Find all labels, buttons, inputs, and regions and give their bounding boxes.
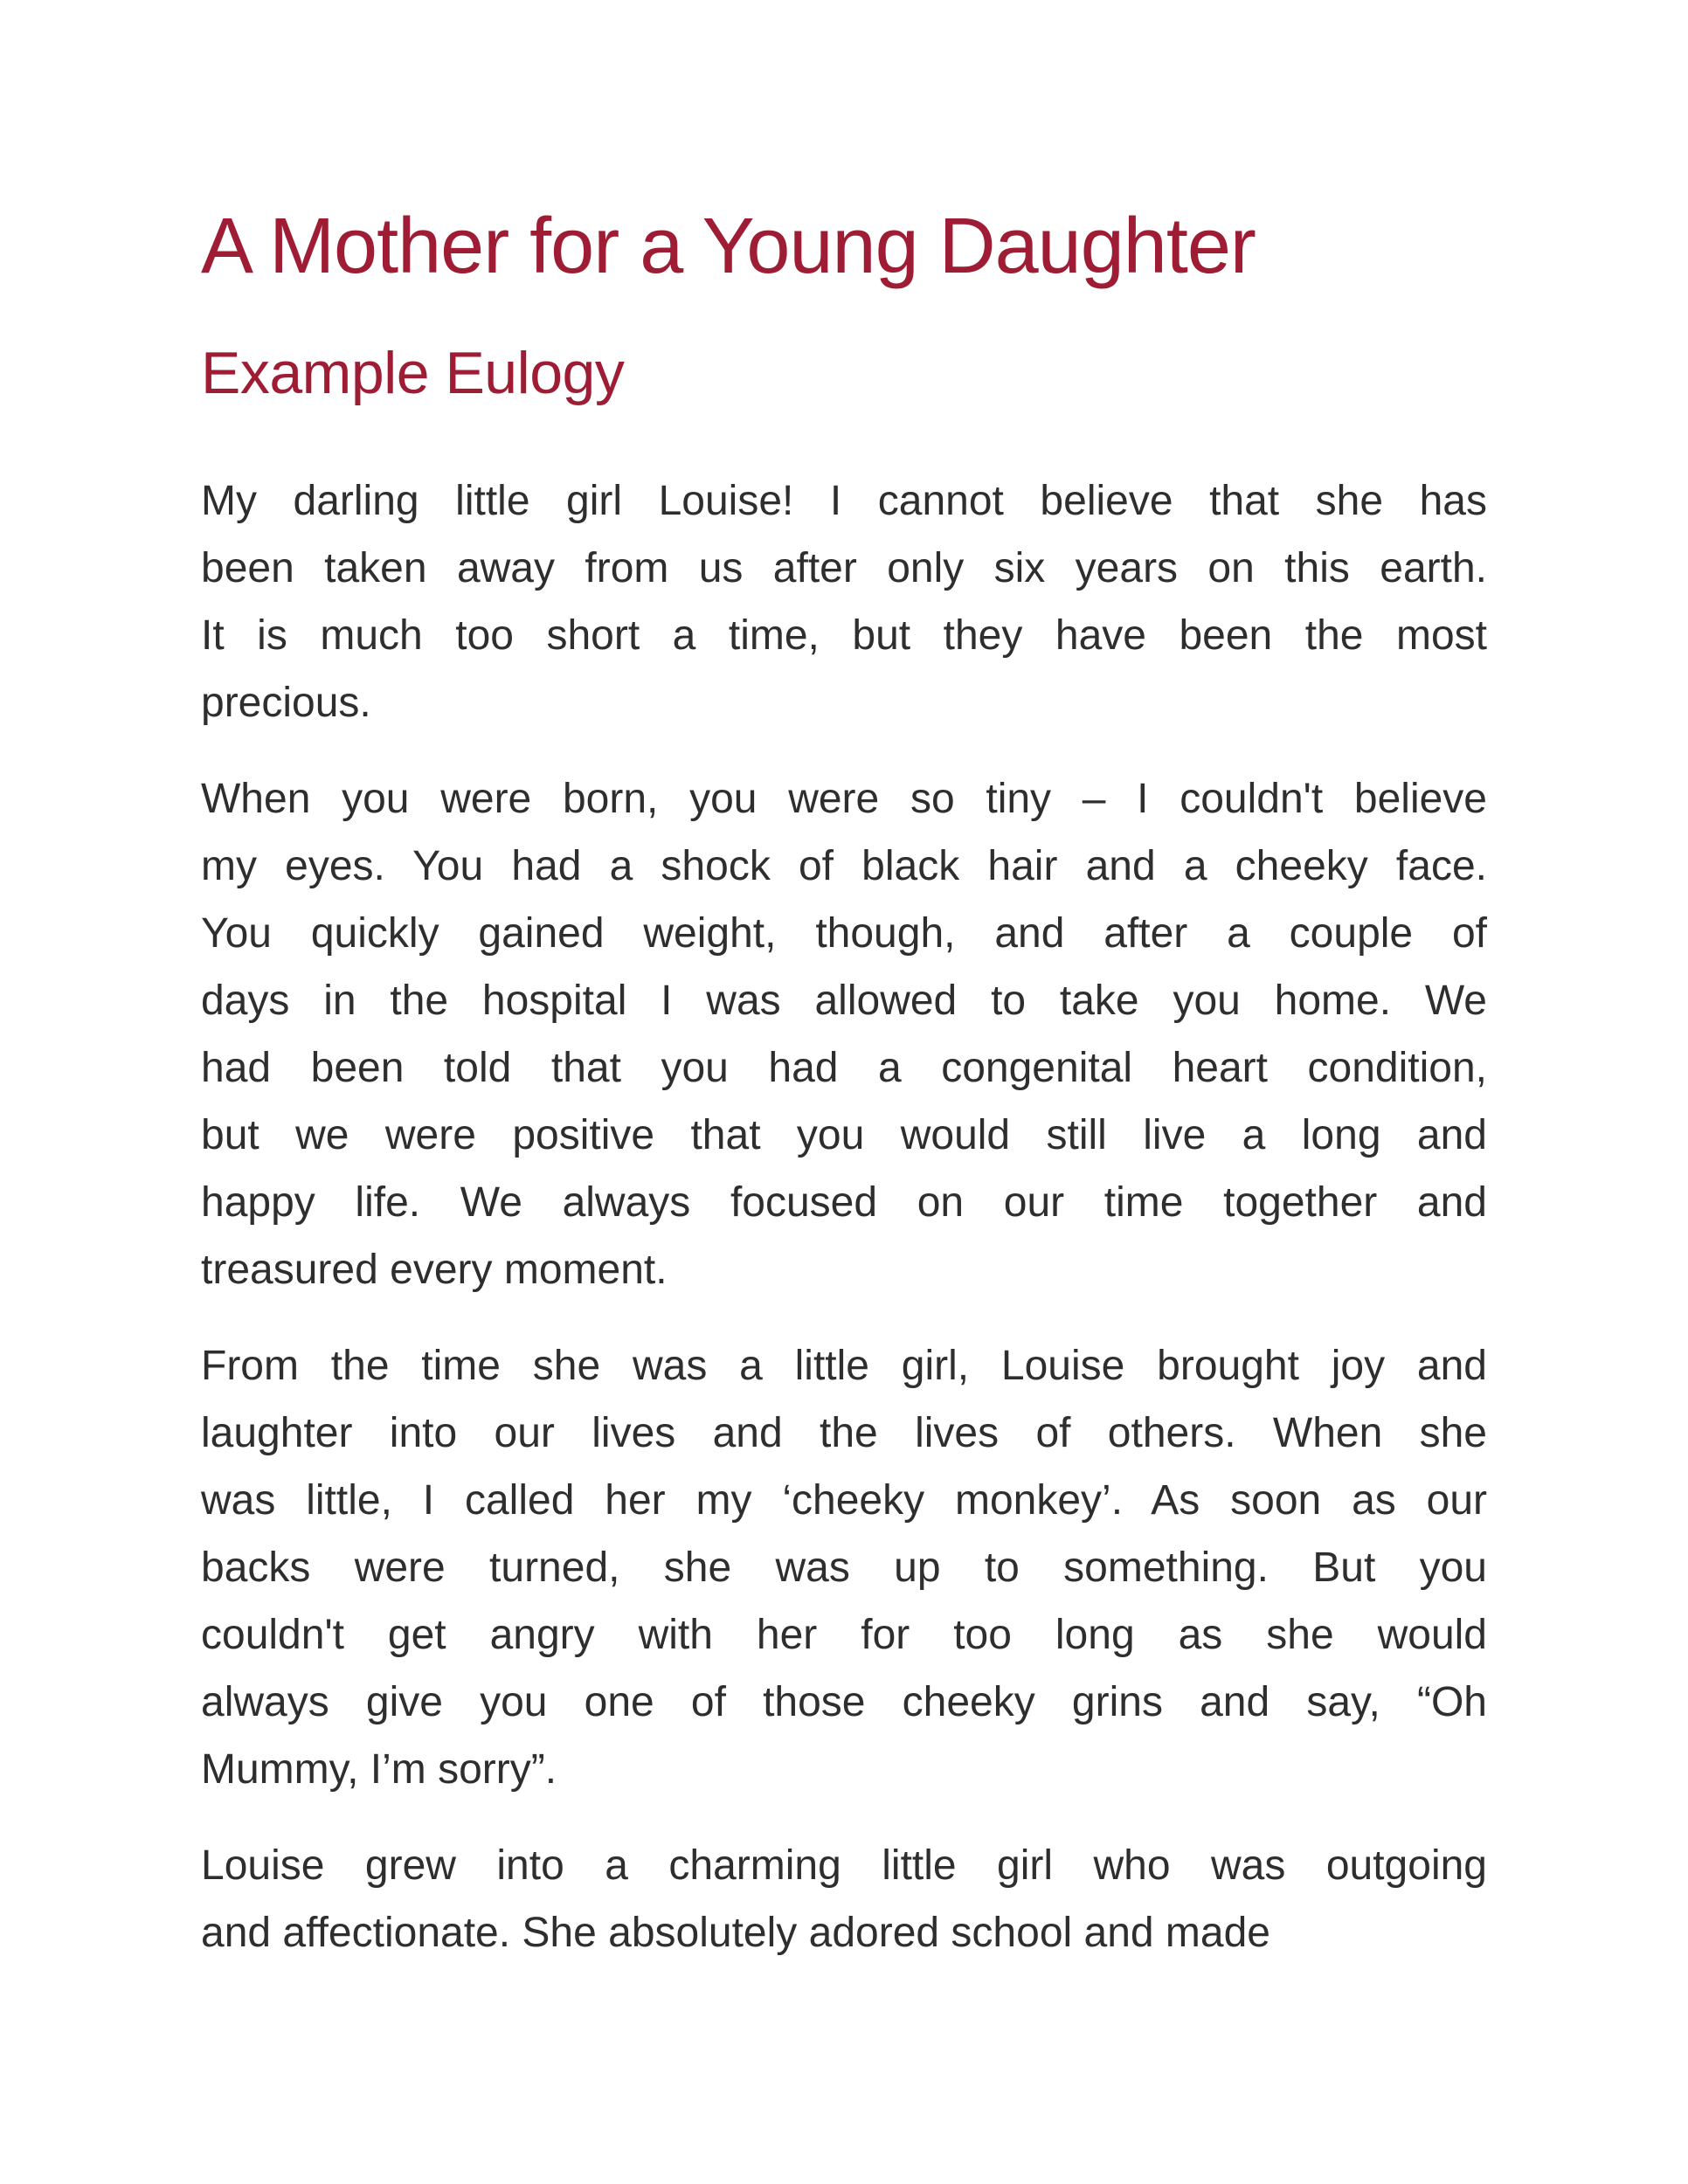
text-line: It is much too short a time, but they have been the most (201, 612, 1487, 659)
text-line: When you were born, you were so tiny – I couldn't believe (201, 775, 1487, 822)
paragraph (201, 1832, 1487, 1966)
text-line: and affectionate. She absolutely adored school and made (201, 1909, 1270, 1956)
text-line: backs were turned, she was up to something. But you (201, 1544, 1487, 1591)
text-line: treasured every moment. (201, 1246, 668, 1293)
text-line: happy life. We always focused on our time together and (201, 1178, 1487, 1226)
text-line: had been told that you had a congenital heart condition, (201, 1044, 1487, 1091)
paragraph (201, 1332, 1487, 1803)
paragraph (201, 467, 1487, 736)
text-line: From the time she was a little girl, Louise brought joy and (201, 1342, 1487, 1389)
document-body (201, 467, 1487, 1966)
text-line: days in the hospital I was allowed to take you home. We (201, 977, 1487, 1024)
text-line: was little, I called her my ‘cheeky monkey’. As soon as our (201, 1476, 1487, 1524)
text-line: laughter into our lives and the lives of others. When she (201, 1409, 1487, 1456)
text-line: been taken away from us after only six years on this earth. (201, 544, 1487, 591)
text-line: but we were positive that you would still live a long and (201, 1111, 1487, 1158)
text-line: precious. (201, 679, 371, 726)
text-line: Louise grew into a charming little girl who was outgoing (201, 1842, 1487, 1889)
page-title: A Mother for a Young Daughter (201, 203, 1256, 290)
paragraph (201, 765, 1487, 1303)
page-subtitle: Example Eulogy (201, 339, 625, 406)
text-line: always give you one of those cheeky grins and say, “Oh (201, 1678, 1487, 1725)
text-line: my eyes. You had a shock of black hair and a cheeky face. (201, 842, 1487, 889)
text-line: Mummy, I’m sorry”. (201, 1745, 557, 1793)
text-line: You quickly gained weight, though, and after a couple of (201, 909, 1487, 957)
text-line: My darling little girl Louise! I cannot believe that she has (201, 477, 1487, 524)
text-line: couldn't get angry with her for too long as she would (201, 1611, 1487, 1658)
